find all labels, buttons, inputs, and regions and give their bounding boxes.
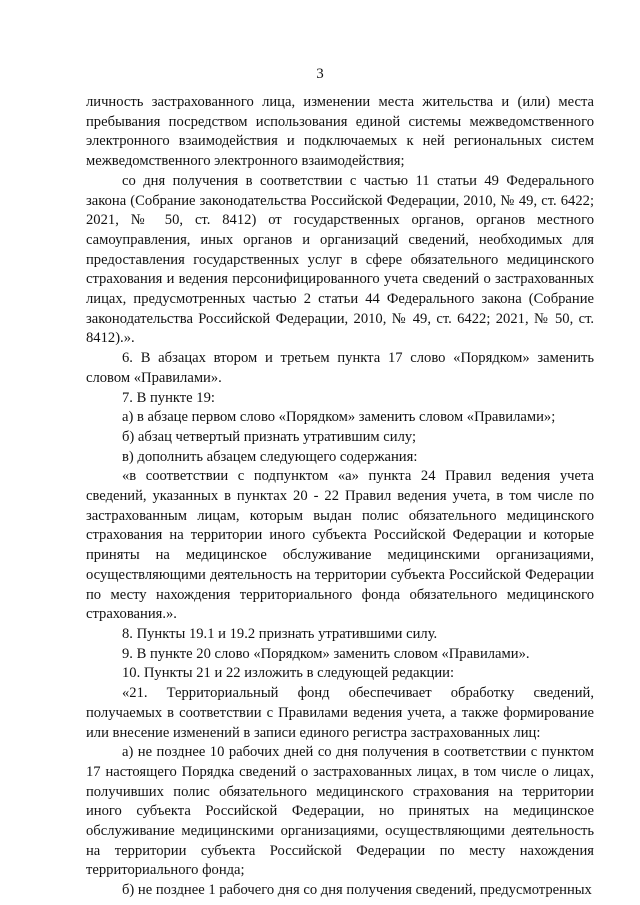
page-number: 3 [316,66,324,82]
paragraph-7: в) дополнить абзацем следующего содержания: [122,448,418,465]
paragraph-4: 7. В пункте 19: [122,389,215,406]
paragraph-1: личность застрахованного лица, изменении места жительства и (или) места пребывания посредством использования единой системы межведомственного электронного взаимодействия и подключаемых к ней региональных систем межведомственного электронного взаимодействия; [86,94,594,170]
paragraph-11: 10. Пункты 21 и 22 изложить в следующей редакции: [122,665,455,682]
paragraph-6: б) абзац четвертый признать утратившим силу; [122,428,417,445]
paragraph-2: со дня получения в соответствии с частью 11 статьи 49 Федерального закона (Собрание законодательства Российской Федерации, 2010, № 49, ст. 6422; 2021, № 50, ст. 8412) от государственных органов, органов местного самоуправления, иных органов и организаций сведений, необходимых для предоставления государственных услуг в сфере обязательного медицинского страхования и ведения персонифицированного учета сведений о застрахованных лицах, предусмотренных частью 2 статьи 44 Федерального закона (Собрание законодательства Российской Федерации, 2010, № 49, ст. 6422; 2021, № 50, ст. 8412).». [86,172,594,347]
paragraph-12: «21. Территориальный фонд обеспечивает обработку сведений, получаемых в соответствии с Правилами ведения учета, а также формирование или внесение изменений в записи единого регистра застрахованных лиц: [86,685,594,741]
document-body [86,93,594,901]
paragraph-5: а) в абзаце первом слово «Порядком» заменить словом «Правилами»; [122,409,556,426]
paragraph-13: а) не позднее 10 рабочих дней со дня получения в соответствии с пунктом 17 настоящего Порядка сведений о застрахованных лицах, в том числе о лицах, получивших полис обязательного медицинского страхования на территории иного субъекта Российской Федерации, но принятых на медицинское обслуживание медицинскими организациями, осуществляющими деятельность на территории субъекта Российской Федерации по месту нахождения территориального фонда; [86,744,594,879]
paragraph-8: «в соответствии с подпунктом «а» пункта 24 Правил ведения учета сведений, указанных в пунктах 20 - 22 Правил ведения учета, в том числе по застрахованным лицам, которым выдан полис обязательного медицинского страхования на территории иного субъекта Российской Федерации и которые приняты на медицинское обслуживание медицинскими организациями, осуществляющими деятельность на территории субъекта Российской Федерации по месту нахождения территориального фонда обязательного медицинского страхования.». [86,468,594,623]
paragraph-9: 8. Пункты 19.1 и 19.2 признать утратившими силу. [122,625,438,642]
paragraph-10: 9. В пункте 20 слово «Порядком» заменить словом «Правилами». [122,645,530,662]
paragraph-14: б) не позднее 1 рабочего дня со дня получения сведений, предусмотренных [122,882,592,899]
paragraph-3: 6. В абзацах втором и третьем пункта 17 слово «Порядком» заменить словом «Правилами». [86,350,594,386]
